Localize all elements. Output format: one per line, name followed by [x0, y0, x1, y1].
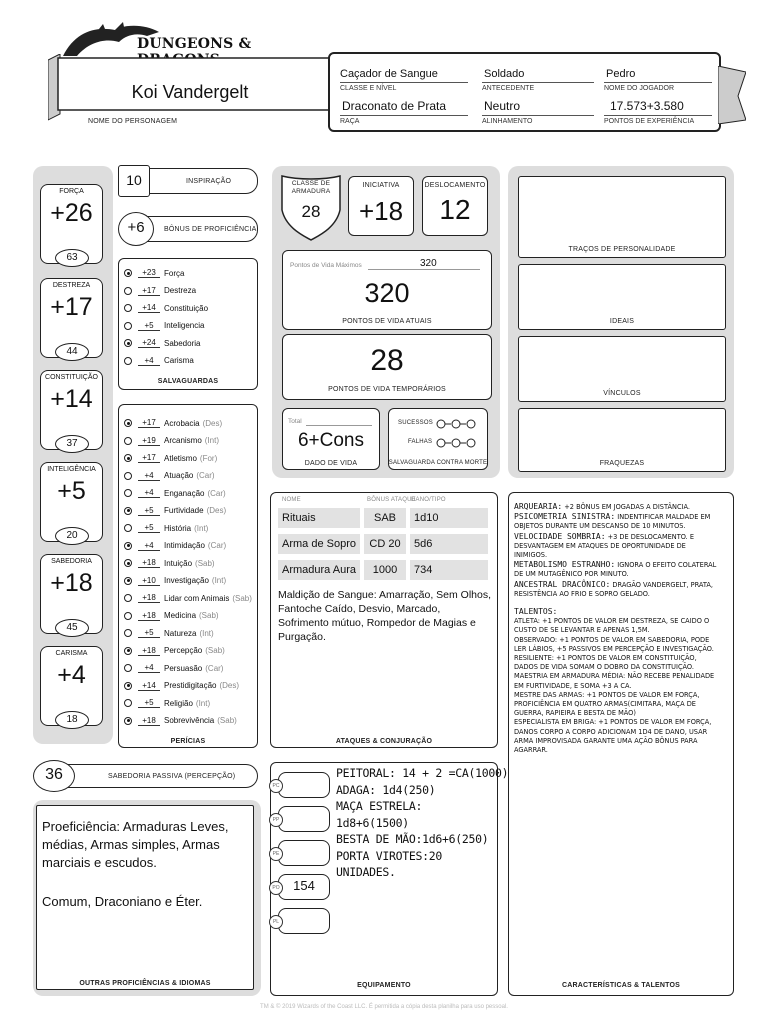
death-success-label: SUCESSOS [398, 420, 433, 426]
feature-heading: VELOCIDADE SOMBRIA: [514, 531, 606, 541]
coin-label: PE [269, 847, 283, 861]
proficiency-checkbox[interactable] [124, 472, 132, 480]
skill-row[interactable] [124, 418, 222, 428]
save-bonus: +14 [138, 303, 160, 313]
proficiency-checkbox[interactable] [124, 682, 132, 690]
skill-name: Intuição [164, 558, 193, 568]
skill-attribute: (Sab) [217, 716, 237, 725]
coin-pe[interactable] [272, 840, 330, 866]
feature-text: OBSERVADO: +1 PONTOS DE VALOR EM SABEDORIA, PODE LER LÁBIOS, +5 PASSIVOS EM PERCEPÇÃO E INVESTIGAÇÃO. [514, 635, 714, 653]
feature-text: MESTRE DAS ARMAS: +1 PONTOS DE VALOR EM FORÇA, PROFICIÊNCIA EM QUATRO ARMAS(CIMITARA, MAÇA DE GUERRA, RAPIEIRA E BESTA DE MÃO) [514, 690, 702, 718]
ability-modifier: +18 [50, 569, 93, 597]
logo [55, 22, 335, 58]
traits-label: TRAÇOS DE PERSONALIDADE [568, 246, 676, 253]
feature-text: ATLETA: +1 PONTOS DE VALOR EM DESTREZA, SE CAIDO O CUSTO DE SE LEVANTAR E APENAS 1,5M. [514, 617, 712, 635]
proficiency-checkbox[interactable] [124, 612, 132, 620]
ability-wisdom[interactable] [40, 554, 103, 634]
class-level-value[interactable]: Caçador de Sangue [340, 68, 438, 80]
initiative-label: INICIATIVA [362, 182, 400, 189]
skill-name: Enganação [164, 488, 205, 498]
equipment-line[interactable]: MAÇA ESTRELA: [336, 799, 423, 813]
death-success-checks[interactable] [436, 417, 478, 435]
skill-bonus: +19 [138, 436, 160, 446]
skill-name: Lidar com Animais [164, 593, 230, 603]
equipment-line[interactable]: ADAGA: 1d4(250) [336, 782, 436, 797]
proficiency-checkbox[interactable] [124, 507, 132, 515]
ability-modifier: +5 [57, 477, 86, 505]
skill-bonus: +5 [138, 628, 160, 638]
proficiency-checkbox[interactable] [124, 699, 132, 707]
saves-title: SALVAGUARDAS [157, 378, 219, 385]
background-label: ANTECEDENTE [482, 82, 594, 92]
skill-bonus: +4 [138, 488, 160, 498]
coin-label: PP [269, 813, 283, 827]
feature-item [514, 607, 720, 617]
ability-score[interactable]: 37 [55, 435, 89, 453]
death-saves-label: SALVAGUARDA CONTRA MORTE [388, 460, 488, 466]
skill-bonus: +10 [138, 576, 160, 586]
skill-row[interactable] [124, 488, 226, 498]
ability-modifier: +14 [50, 385, 93, 413]
save-row[interactable] [124, 268, 184, 278]
hit-dice-total-line [306, 425, 372, 426]
skill-name: Natureza [164, 628, 197, 638]
feature-text: MAESTRIA EM ARMADURA MÉDIA: NÃO RECEBE PENALIDADE EM FURTIVIDADE, E SOMA +3 A CA. [514, 672, 717, 690]
feature-item [514, 617, 720, 635]
skill-row[interactable] [124, 646, 225, 656]
skill-attribute: (Int) [199, 628, 214, 638]
skill-attribute: (Sab) [195, 558, 215, 568]
feature-text: +3 DE DESLOCAMENTO. E DESVANTAGEM EM ATAQUES DE OPORTUNIDADE DE INIMIGOS. [514, 532, 697, 560]
skill-attribute: (Car) [207, 541, 227, 550]
skill-name: Atuação [164, 471, 194, 480]
speed-value[interactable]: 12 [439, 194, 471, 225]
languages-text[interactable]: Comum, Draconiano e Éter. [42, 894, 203, 909]
skill-row[interactable] [124, 453, 217, 463]
ability-dexterity[interactable] [40, 278, 103, 358]
skill-row[interactable] [124, 628, 214, 638]
initiative-value[interactable]: +18 [358, 196, 404, 226]
feature-item [514, 512, 720, 531]
skill-attribute: (Int) [194, 523, 209, 533]
skill-name: Intimidação [164, 541, 205, 550]
skill-row[interactable] [124, 663, 223, 673]
ability-label: SABEDORIA [51, 558, 92, 565]
attacks-title: ATAQUES & CONJURAÇÃO [335, 738, 433, 745]
skill-bonus: +4 [138, 663, 160, 673]
bonds-label: VÍNCULOS [603, 390, 641, 397]
feature-item [514, 691, 720, 719]
experience-value[interactable]: 17.573+3.580 [610, 99, 684, 113]
attack-damage[interactable]: 734 [410, 560, 488, 580]
skill-row[interactable] [124, 698, 210, 708]
skill-attribute: (Sab) [199, 611, 219, 620]
equipment-line[interactable]: PEITORAL: 14 + 2 =CA(1000) [336, 766, 509, 780]
proficiency-checkbox[interactable] [124, 542, 132, 550]
proficiency-checkbox[interactable] [124, 524, 132, 532]
feature-heading: PSICOMETRIA SINISTRA: [514, 512, 616, 522]
hp-max-value[interactable]: 320 [420, 258, 437, 269]
skill-name: Medicina [164, 611, 197, 620]
proficiency-checkbox[interactable] [124, 629, 132, 637]
proficiency-checkbox[interactable] [124, 339, 132, 347]
feature-heading: ANCESTRAL DRACÔNICO: [514, 579, 611, 589]
feature-text: IGNORA O EFEITO COLATERAL DE UM MUTAGÊNICO POR MINUTO. [514, 561, 719, 579]
skill-bonus: +17 [138, 418, 160, 428]
hp-temp-value[interactable]: 28 [370, 344, 404, 377]
skill-attribute: (Int) [204, 436, 220, 445]
logo-text: DUNGEONS & [137, 36, 252, 52]
ability-score[interactable]: 44 [55, 343, 89, 361]
attacks-col-name: NOME [282, 497, 301, 503]
skill-bonus: +18 [138, 646, 160, 656]
proficiency-checkbox[interactable] [124, 489, 132, 497]
skill-row[interactable] [124, 523, 208, 533]
proficiency-checkbox[interactable] [124, 437, 132, 445]
attacks-notes[interactable]: Maldição de Sangue: Amarração, Sem Olhos, Fantoche Caído, Desvio, Marcado, Sofrimento mútuo, Rompedor de Magias e Purgação. [278, 589, 492, 643]
skill-row[interactable] [124, 593, 252, 603]
equipment-line[interactable]: PORTA VIROTES:20 [336, 848, 442, 863]
skill-name: Persuasão [164, 663, 203, 673]
skill-row[interactable] [124, 506, 226, 516]
proficiency-checkbox[interactable] [124, 594, 132, 602]
alignment-value[interactable]: Neutro [484, 99, 521, 113]
coin-label: PC [269, 779, 283, 793]
skill-name: Furtividade [164, 506, 204, 515]
header-ribbon [718, 66, 746, 124]
save-name: Sabedoria [164, 338, 201, 348]
skill-bonus: +14 [138, 681, 160, 691]
hit-dice-value[interactable]: 6+Cons [297, 430, 365, 451]
ability-label: CARISMA [55, 650, 88, 657]
attacks-col-damage: DANO/TIPO [411, 497, 446, 503]
feature-item [514, 532, 720, 561]
flaws-label: FRAQUEZAS [599, 460, 645, 467]
ability-label: DESTREZA [52, 282, 91, 289]
save-name: Carisma [164, 356, 194, 365]
passive-label: SABEDORIA PASSIVA (PERCEPÇÃO) [108, 773, 236, 780]
skill-row[interactable] [124, 716, 237, 726]
inspiration-value[interactable]: 10 [118, 165, 150, 197]
speed-label: DESLOCAMENTO [424, 182, 486, 189]
save-row[interactable] [124, 338, 200, 348]
ability-label: CONSTITUIÇÃO [45, 374, 98, 381]
feature-heading: TALENTOS: [514, 607, 558, 617]
skills-title: PERÍCIAS [170, 738, 206, 745]
feature-item [514, 672, 720, 690]
proficiency-checkbox[interactable] [124, 664, 132, 672]
skill-bonus: +17 [138, 453, 160, 463]
proficiency-checkbox[interactable] [124, 577, 132, 585]
skill-bonus: +4 [138, 541, 160, 551]
skill-name: Acrobacia [164, 418, 200, 428]
skill-name: Sobrevivência [164, 716, 215, 725]
ability-score[interactable]: 63 [55, 249, 89, 267]
proficiency-label: BÔNUS DE PROFICIÊNCIA [164, 226, 257, 233]
hp-max-line [368, 269, 480, 270]
inspiration-label: INSPIRAÇÃO [186, 178, 232, 185]
save-bonus: +5 [138, 321, 160, 331]
death-fail-checks[interactable] [436, 436, 478, 454]
skill-name: Prestidigitação [164, 681, 217, 690]
attack-damage[interactable]: 1d10 [410, 508, 488, 528]
coin-pl[interactable] [272, 908, 330, 934]
features-text[interactable] [514, 502, 720, 755]
feature-item [514, 636, 720, 654]
skill-attribute: (For) [199, 453, 218, 463]
save-row[interactable] [124, 356, 194, 366]
feature-item [514, 560, 720, 579]
skill-name: Atletismo [164, 453, 197, 463]
save-bonus: +23 [138, 268, 160, 278]
skill-bonus: +5 [138, 506, 160, 516]
skill-row[interactable] [124, 541, 226, 551]
skill-attribute: (Des) [202, 418, 223, 428]
skill-row[interactable] [124, 611, 219, 621]
ability-label: INTELIGÊNCIA [47, 466, 96, 473]
skill-attribute: (Car) [196, 471, 215, 480]
skill-row[interactable] [124, 681, 239, 691]
skill-bonus: +4 [138, 471, 160, 481]
footer-copyright: TM & © 2019 Wizards of the Coast LLC. É permitida a cópia desta planilha para uso pessoal. [260, 1004, 508, 1010]
skill-attribute: (Des) [219, 681, 240, 690]
save-name: Constituição [164, 303, 209, 313]
attack-name[interactable]: Armadura Aura [278, 560, 360, 580]
experience-label: PONTOS DE EXPERIÊNCIA [604, 115, 712, 125]
hp-current-label: PONTOS DE VIDA ATUAIS [342, 318, 432, 325]
proficiency-checkbox[interactable] [124, 304, 132, 312]
coin-label: PO [269, 881, 283, 895]
ability-modifier: +26 [50, 199, 93, 227]
proficiency-checkbox[interactable] [124, 357, 132, 365]
player-name-label: NOME DO JOGADOR [604, 82, 712, 92]
proficiency-checkbox[interactable] [124, 419, 132, 427]
skill-attribute: (Int) [211, 576, 227, 585]
save-row[interactable] [124, 321, 204, 331]
character-name-label: NOME DO PERSONAGEM [88, 118, 178, 125]
equipment-title: EQUIPAMENTO [357, 982, 411, 989]
save-row[interactable] [124, 303, 208, 313]
race-value[interactable]: Draconato de Prata [342, 99, 447, 113]
skill-row[interactable] [124, 558, 215, 568]
ability-modifier: +17 [50, 293, 93, 321]
attack-bonus[interactable]: 1000 [364, 560, 406, 580]
passive-value[interactable]: 36 [33, 760, 75, 792]
ability-label: FORÇA [59, 188, 84, 195]
skill-name: Investigação [164, 576, 209, 585]
attack-bonus[interactable]: SAB [364, 508, 406, 528]
ability-intelligence[interactable] [40, 462, 103, 542]
hp-max-label: Pontos de Vida Máximos [290, 262, 362, 269]
feature-heading: METABOLISMO ESTRANHO: [514, 560, 616, 570]
armor-class-label: CLASSE DE ARMADURA [291, 180, 331, 195]
ability-score[interactable]: 45 [55, 619, 89, 637]
proficiency-checkbox[interactable] [124, 454, 132, 462]
alignment-label: ALINHAMENTO [482, 115, 594, 125]
skill-attribute: (Sab) [232, 593, 252, 603]
features-title: CARACTERÍSTICAS & TALENTOS [561, 982, 681, 989]
class-level-label: CLASSE E NÍVEL [340, 82, 468, 92]
proficiency-checkbox[interactable] [124, 717, 132, 725]
save-name: Inteligencia [164, 321, 205, 330]
feature-text: INDENTIFICAR MALDADE EM OBJETOS DURANTE UM DESCANSO DE 10 MINUTOS. [514, 513, 713, 531]
skill-row[interactable] [124, 576, 226, 586]
feature-text: ESPECIALISTA EM BRIGA: +1 PONTOS DE VALOR EM FORÇA, DANOS CORPO A CORPO ADICIONAM 1D4 DE DANO, USAR ARMA IMPROVISADA GARANTE UMA AÇÃO BÔNUS PARA AGARRAR. [514, 718, 714, 755]
feature-heading: ARQUEARIA: [514, 502, 563, 511]
attack-bonus[interactable]: CD 20 [364, 534, 406, 554]
ideals-label: IDEAIS [609, 318, 635, 325]
coin-pp[interactable] [272, 806, 330, 832]
feature-item [514, 718, 720, 755]
save-bonus: +24 [138, 338, 160, 348]
skill-attribute: (Int) [195, 698, 211, 708]
skill-bonus: +18 [138, 611, 160, 621]
proficiencies-title: OUTRAS PROFICIÊNCIAS & IDIOMAS [79, 980, 211, 987]
proficiency-checkbox[interactable] [124, 269, 132, 277]
ability-score[interactable]: 18 [55, 711, 89, 729]
skill-bonus: +5 [138, 698, 160, 708]
ability-charisma[interactable] [40, 646, 103, 726]
coin-label: PL [269, 915, 283, 929]
proficiency-checkbox[interactable] [124, 647, 132, 655]
coin-value: 154 [293, 878, 315, 893]
death-fail-label: FALHAS [408, 439, 433, 445]
skill-row[interactable] [124, 436, 219, 446]
skill-bonus: +18 [138, 593, 160, 603]
ability-strength[interactable] [40, 184, 103, 264]
skill-name: Religião [164, 698, 193, 708]
skill-bonus: +18 [138, 558, 160, 568]
proficiency-value[interactable]: +6 [118, 212, 154, 246]
skill-attribute: (Des) [206, 506, 227, 515]
coin-pc[interactable] [272, 772, 330, 798]
feature-text: RESILIENTE: +1 PONTOS DE VALOR EM CONSTITUIÇÃO, DADOS DE VIDA SOMAM O DOBRO DA CONSTITUIÇÃO. [514, 654, 699, 672]
feature-text: DRAGÃO VANDERGELT, PRATA, RESISTÊNCIA AO FRIO E SOPRO GELADO. [514, 580, 716, 598]
skill-attribute: (Sab) [205, 646, 225, 655]
attack-name[interactable]: Rituais [278, 508, 360, 528]
ability-constitution[interactable] [40, 370, 103, 450]
skill-name: Percepção [164, 646, 203, 655]
proficiency-checkbox[interactable] [124, 559, 132, 567]
save-row[interactable] [124, 286, 196, 296]
equipment-line[interactable]: 1d8+6(1500) [336, 815, 409, 830]
background-value[interactable]: Soldado [484, 68, 525, 80]
skill-bonus: +18 [138, 716, 160, 726]
attack-damage[interactable]: 5d6 [410, 534, 488, 554]
armor-class-value[interactable]: 28 [301, 202, 321, 221]
player-name-value[interactable]: Pedro [606, 68, 636, 80]
save-bonus: +4 [138, 356, 160, 366]
skill-attribute: (Car) [207, 488, 226, 498]
ability-score[interactable]: 20 [55, 527, 89, 545]
save-bonus: +17 [138, 286, 160, 296]
skill-bonus: +5 [138, 523, 160, 533]
hit-dice-label: DADO DE VIDA [304, 460, 358, 467]
skill-attribute: (Car) [205, 663, 224, 673]
coin-po[interactable] [272, 874, 330, 900]
proficiency-checkbox[interactable] [124, 322, 132, 330]
skill-name: História [164, 523, 192, 533]
save-name: Destreza [164, 286, 197, 295]
attacks-col-bonus: BÔNUS ATAQUE [367, 497, 416, 503]
equipment-line[interactable]: BESTA DE MÃO:1d6+6(250) [336, 832, 489, 846]
character-name[interactable]: Koi Vandergelt [131, 82, 249, 102]
feature-text: +2 BÔNUS EM JOGADAS A DISTÂNCIA. [562, 503, 690, 511]
skill-row[interactable] [124, 471, 215, 481]
hp-current-value[interactable]: 320 [364, 278, 410, 308]
save-name: Força [164, 268, 185, 278]
feature-item [514, 654, 720, 672]
ability-modifier: +4 [57, 661, 86, 689]
equipment-line[interactable]: UNIDADES. [336, 865, 396, 879]
proficiency-checkbox[interactable] [124, 287, 132, 295]
feature-item [514, 502, 720, 512]
hp-temp-label: PONTOS DE VIDA TEMPORÁRIOS [328, 386, 446, 393]
race-label: RAÇA [340, 115, 468, 125]
skill-name: Arcanismo [164, 436, 202, 445]
proficiencies-text[interactable]: Proeficiência: Armaduras Leves, médias, Armas simples, Armas marciais e escudos. [42, 819, 229, 870]
attack-name[interactable]: Arma de Sopro [278, 534, 360, 554]
feature-item [514, 580, 720, 599]
hit-dice-total-label: Total [288, 418, 302, 425]
